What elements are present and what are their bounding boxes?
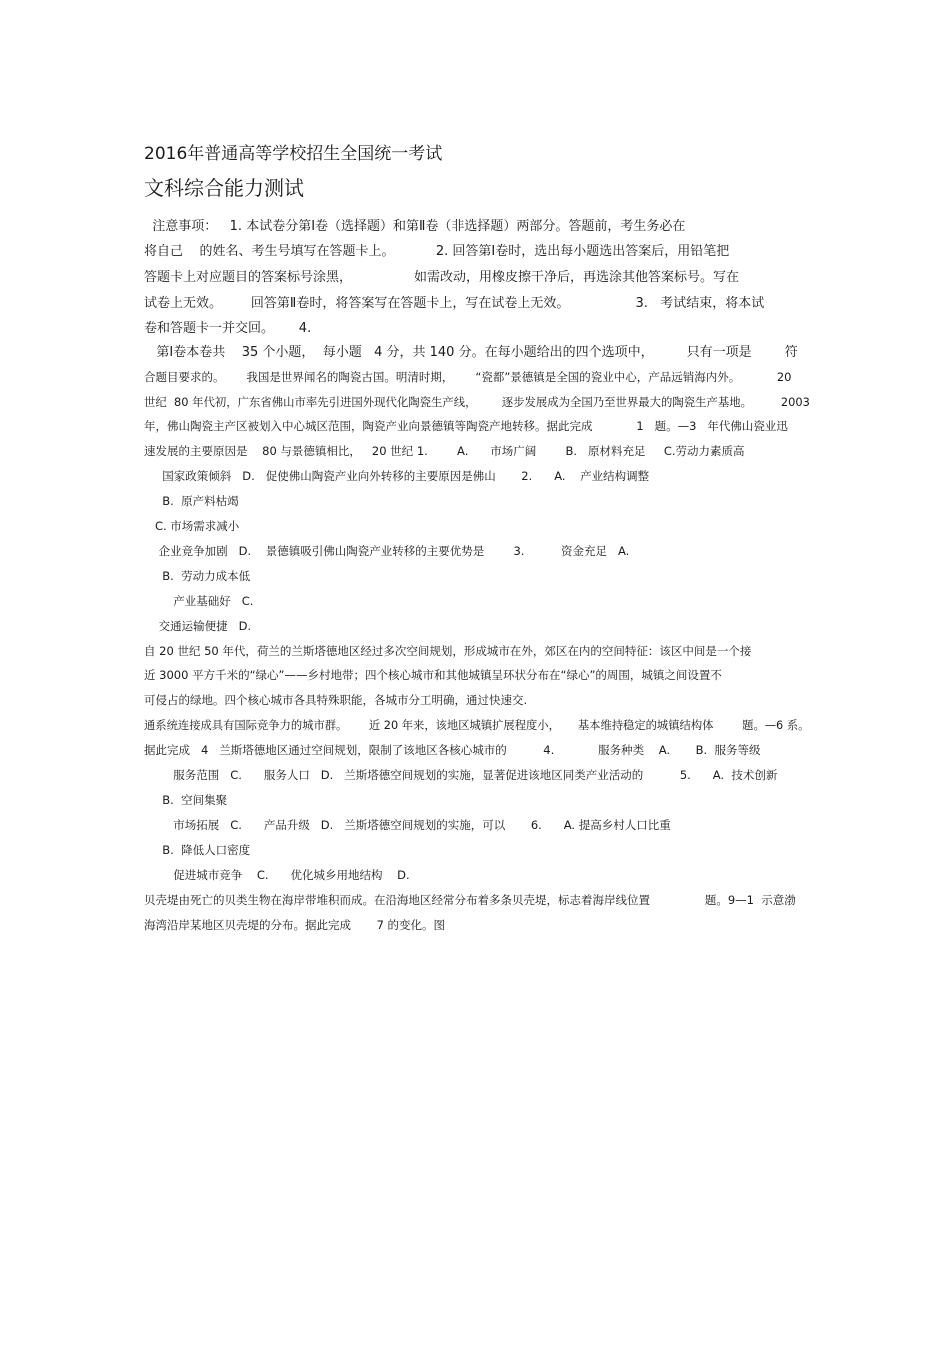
section-intro-line-2: 合题目要求的。 我国是世界闻名的陶瓷古国。明清时期， “瓷都”景德镇是全国的瓷业中心，产品远销海内外。 20: [144, 370, 792, 384]
question-2-line: 国家政策倾斜 D. 促使佛山陶瓷产业向外转移的主要原因是佛山 2. A. 产业结构调整: [144, 469, 650, 483]
question-1-line: 速发展的主要原因是 80 与景德镇相比， 20 世纪 1. A. 市场广阔 B. 原材料充足 C.劳动力素质高: [144, 444, 745, 458]
passage-2-line-1: 自 20 世纪 50 年代，荷兰的兰斯塔德地区经过多次空间规划，形成城市在外，郊区在内的空间特征：该区中间是一个接: [144, 644, 752, 658]
option-line: C. 市场需求减小: [144, 519, 240, 533]
option-line: B. 空间集聚: [144, 793, 228, 807]
instructions-line-1: 注意事项： 1. 本试卷分第Ⅰ卷（选择题）和第Ⅱ卷（非选择题）两部分。答题前，考生务必在: [144, 219, 686, 234]
question-3-line: 企业竞争加剧 D. 景德镇吸引佛山陶瓷产业转移的主要优势是 3. 资金充足 A.: [144, 544, 630, 558]
instructions-line-4: 试卷上无效。 回答第Ⅱ卷时，将答案写在答题卡上，写在试卷上无效。 3. 考试结束，将本试: [144, 296, 765, 311]
option-line: B. 劳动力成本低: [144, 569, 251, 583]
exam-subtitle: 文科综合能力测试: [144, 176, 304, 200]
instructions-line-2: 将自己 的姓名、考生号填写在答题卡上。 2. 回答第Ⅰ卷时，选出每小题选出答案后，用铅笔把: [144, 244, 730, 259]
instructions-line-3: 答题卡上对应题目的答案标号涂黑， 如需改动，用橡皮擦干净后，再选涂其他答案标号。写在: [144, 270, 739, 285]
passage-2-line-2: 近 3000 平方千米的“绿心”——乡村地带；四个核心城市和其他城镇呈环状分布在“绿心”的周围，城镇之间设置不: [144, 668, 722, 682]
question-5-line: 服务范围 C. 服务人口 D. 兰斯塔德空间规划的实施，显著促进该地区同类产业活动的 5. A. 技术创新: [144, 768, 778, 782]
option-line: B. 原产料枯竭: [144, 494, 239, 508]
question-6-line: 市场拓展 C. 产品升级 D. 兰斯塔德空间规划的实施，可以 6. A. 提高乡村人口比重: [144, 818, 671, 832]
passage-2-line-4: 通系统连接成具有国际竞争力的城市群。 近 20 年来，该地区城镇扩展程度小， 基本维持稳定的城镇结构体 题。—6 系。: [144, 719, 810, 732]
instructions-line-5: 卷和答题卡一并交回。 4.: [144, 321, 312, 336]
option-line: 促进城市竞争 C. 优化城乡用地结构 D.: [144, 868, 410, 882]
option-line: 产业基础好 C.: [144, 594, 254, 608]
passage-1-line-2: 年，佛山陶瓷主产区被划入中心城区范围，陶瓷产业向景德镇等陶瓷产地转移。据此完成 1 题。—3 年代佛山瓷业迅: [144, 419, 788, 433]
passage-3-line-1: 贝壳堤由死亡的贝类生物在海岸带堆积而成。在沿海地区经常分布着多条贝壳堤，标志着海岸线位置 题。9—1 示意渤: [144, 893, 796, 907]
passage-1-line-1: 世纪 80 年代初，广东省佛山市率先引进国外现代化陶瓷生产线， 逐步发展成为全国乃至世界最大的陶瓷生产基地。 2003: [144, 395, 810, 409]
option-line: B. 降低人口密度: [144, 843, 251, 857]
option-line: 交通运输便捷 D.: [144, 619, 252, 633]
passage-2-line-3: 可侵占的绿地。四个核心城市各具特殊职能，各城市分工明确，通过快速交.: [144, 693, 528, 707]
passage-3-line-2: 海湾沿岸某地区贝壳堤的分布。据此完成 7 的变化。图: [144, 918, 446, 932]
section-intro-line-1: 第Ⅰ卷本卷共 35 个小题， 每小题 4 分，共 140 分。在每小题给出的四个选项中， 只有一项是 符: [144, 345, 798, 360]
exam-title: 2016年普通高等学校招生全国统一考试: [144, 144, 443, 164]
question-4-line: 据此完成 4 兰斯塔德地区通过空间规划，限制了该地区各核心城市的 4. 服务种类 A. B. 服务等级: [144, 743, 761, 757]
